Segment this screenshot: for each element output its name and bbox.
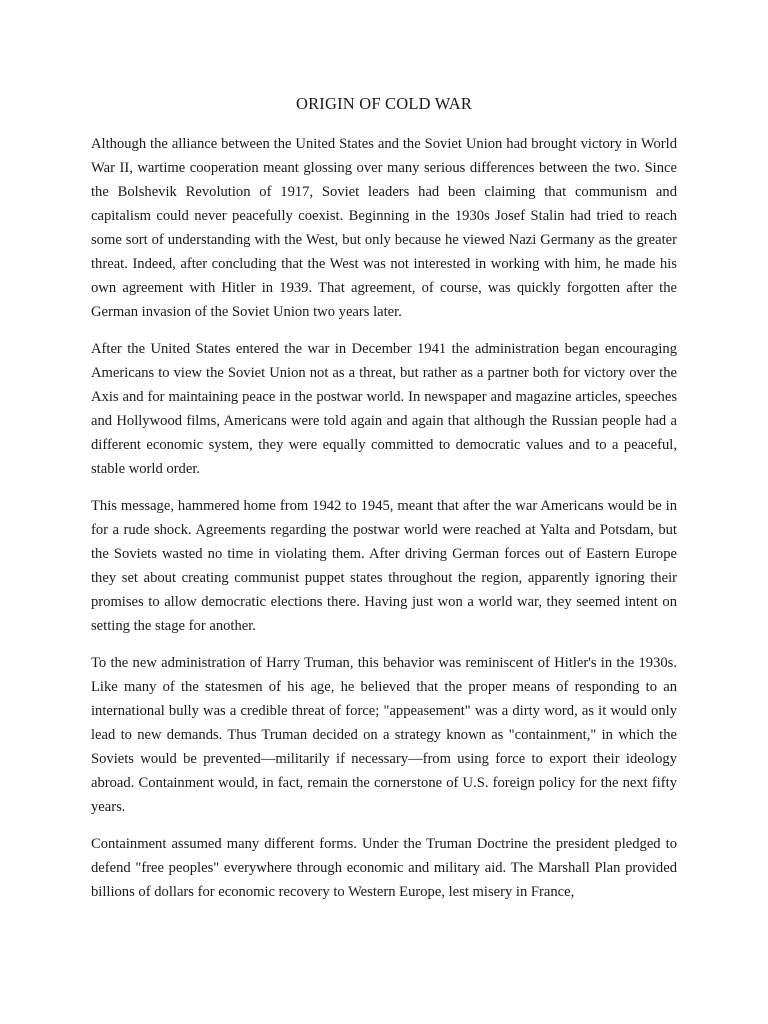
paragraph: Although the alliance between the United States and the Soviet Union had brought victory in World War II, wartime cooperation meant glossing over many serious differences between the two. Since the Bolshevik Revolution of 1917, Soviet leaders had been claiming that communism and capitalism could never peacefully coexist. Beginning in the 1930s Josef Stalin had tried to reach some sort of understanding with the West, but only because he viewed Nazi Germany as the greater threat. Indeed, after concluding that the West was not interested in working with him, he made his own agreement with Hitler in 1939. That agreement, of course, was quickly forgotten after the German invasion of the Soviet Union two years later. bbox=[91, 136, 677, 320]
paragraph: To the new administration of Harry Truman, this behavior was reminiscent of Hitler's in the 1930s. Like many of the statesmen of his age, he believed that the proper means of responding to an international bully was a credible threat of force; "appeasement" was a dirty word, as it would only lead to new demands. Thus Truman decided on a strategy known as "containment," in which the Soviets would be prevented—militarily if necessary—from using force to export their ideology abroad. Containment would, in fact, remain the cornerstone of U.S. foreign policy for the next fifty years. bbox=[91, 655, 677, 815]
paragraph: This message, hammered home from 1942 to 1945, meant that after the war Americans would be in for a rude shock. Agreements regarding the postwar world were reached at Yalta and Potsdam, but the Soviets wasted no time in violating them. After driving German forces out of Eastern Europe they set about creating communist puppet states throughout the region, apparently ignoring their promises to allow democratic elections there. Having just won a world war, they seemed intent on setting the stage for another. bbox=[91, 498, 677, 634]
paragraph: After the United States entered the war in December 1941 the administration began encouraging Americans to view the Soviet Union not as a threat, but rather as a partner both for victory over the Axis and for maintaining peace in the postwar world. In newspaper and magazine articles, speeches and Hollywood films, Americans were told again and again that although the Russian people had a different economic system, they were equally committed to democratic values and to a peaceful, stable world order. bbox=[91, 341, 677, 477]
document-body bbox=[91, 132, 677, 917]
document-title: ORIGIN OF COLD WAR bbox=[295, 94, 473, 113]
paragraph: Containment assumed many different forms. Under the Truman Doctrine the president pledged to defend "free peoples" everywhere through economic and military aid. The Marshall Plan provided billions of dollars for economic recovery to Western Europe, lest misery in France, bbox=[91, 836, 677, 900]
